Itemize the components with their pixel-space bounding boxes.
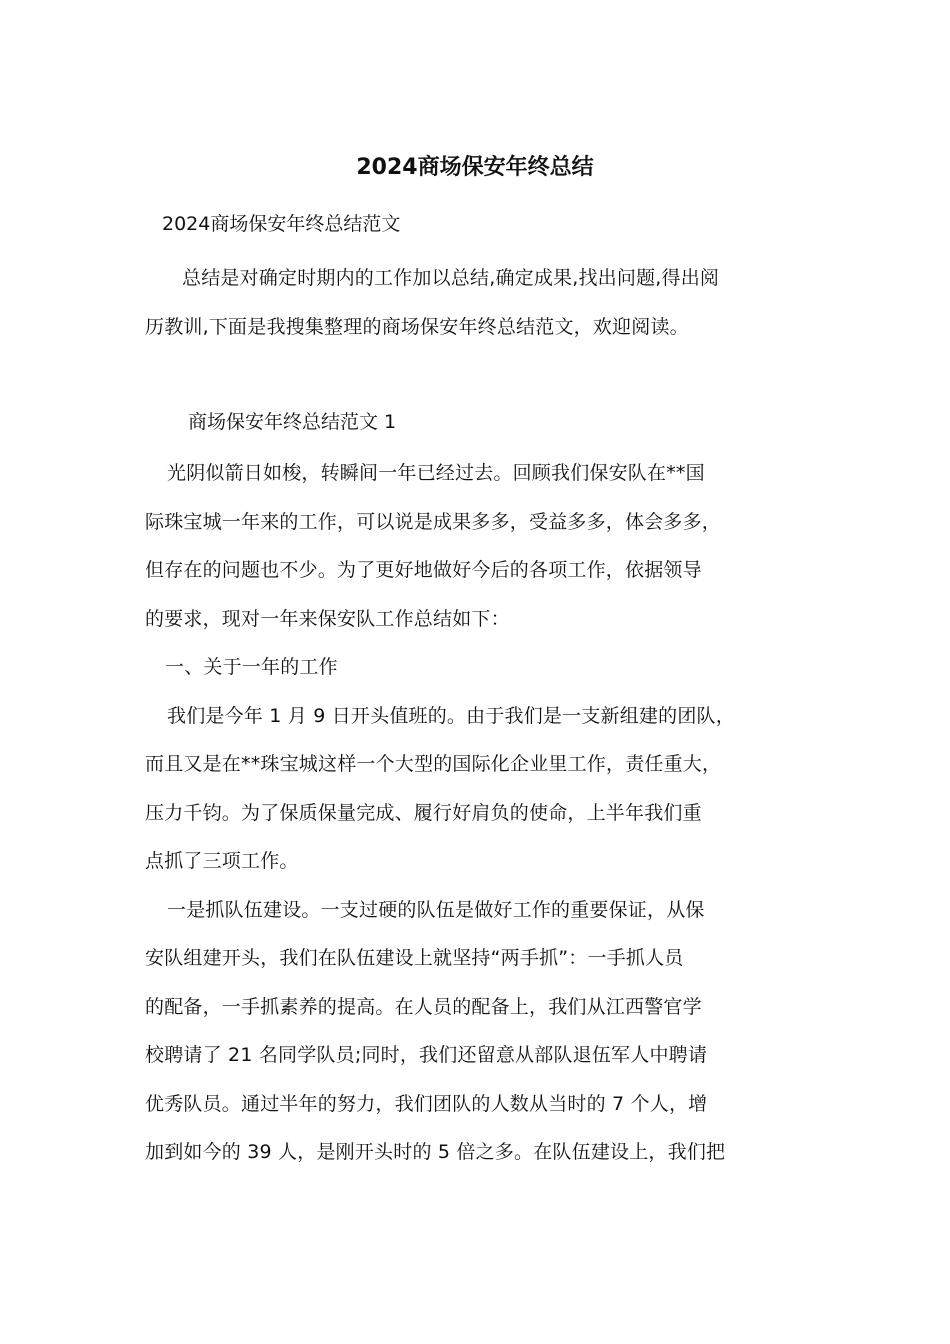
section-heading: 商场保安年终总结范文 1 [188, 411, 397, 433]
intro-line: 历教训,下面是我搜集整理的商场保安年终总结范文，欢迎阅读。 [145, 315, 689, 338]
body-line: 点抓了三项工作。 [145, 850, 299, 872]
body-line: 的配备，一手抓素养的提高。在人员的配备上，我们从江西警官学 [145, 995, 702, 1018]
body-line: 的要求，现对一年来保安队工作总结如下： [145, 607, 510, 630]
body-line: 我们是今年 1 月 9 日开头值班的。由于我们是一支新组建的团队， [167, 704, 735, 727]
intro-line: 总结是对确定时期内的工作加以总结,确定成果,找出问题,得出阅 [182, 267, 720, 289]
document-subtitle: 2024商场保安年终总结范文 [162, 213, 401, 235]
body-text [145, 449, 825, 1177]
body-line: 加到如今的 39 人，是刚开头时的 5 倍之多。在队伍建设上，我们把 [145, 1141, 726, 1163]
body-line: 一是抓队伍建设。一支过硬的队伍是做好工作的重要保证，从保 [167, 898, 705, 921]
body-line: 校聘请了 21 名同学队员;同时，我们还留意从部队退伍军人中聘请 [145, 1044, 708, 1066]
intro-paragraph [145, 254, 825, 351]
document-title: 2024商场保安年终总结 [356, 155, 594, 180]
body-line: 一、关于一年的工作 [165, 656, 338, 678]
body-line: 光阴似箭日如梭，转瞬间一年已经过去。回顾我们保安队在**国 [167, 462, 705, 484]
body-line: 际珠宝城一年来的工作，可以说是成果多多，受益多多，体会多多， [145, 510, 722, 533]
body-line: 安队组建开头，我们在队伍建设上就坚持“两手抓”：一手抓人员 [145, 947, 684, 969]
body-line: 而且又是在**珠宝城这样一个大型的国际化企业里工作，责任重大， [145, 753, 722, 775]
body-line: 压力千钧。为了保质保量完成、履行好肩负的使命，上半年我们重 [145, 801, 702, 824]
body-line: 优秀队员。通过半年的努力，我们团队的人数从当时的 7 个人，增 [145, 1092, 708, 1115]
body-line: 但存在的问题也不少。为了更好地做好今后的各项工作，依据领导 [145, 559, 702, 581]
